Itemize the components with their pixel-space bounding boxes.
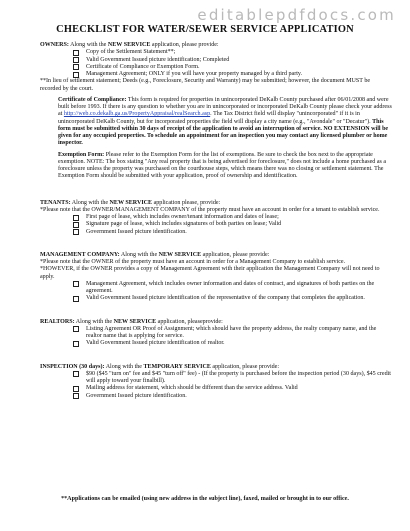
realtors-item-label: Valid Government Issued picture identification of realtor. [86,340,225,347]
owners-label: OWNERS: [40,42,69,48]
management-intro-end: application, please provide: [201,251,270,258]
exemption-form [40,152,392,181]
exemption-label: Exemption Form: [58,151,105,158]
watermark: editablepdfdocs.com [197,6,396,24]
checkbox[interactable] [73,281,79,287]
inspection-item-label: $90 ($45 "turn on" fee and $45 "turn off" fee) - (If the property is purchased before the inspection period (30 days), $45 credit will apply toward your finalbill). [86,370,391,384]
checkbox[interactable] [73,386,79,392]
owners-intro-bold: NEW SERVICE [107,42,151,48]
checkbox[interactable] [73,64,79,70]
owners-item-label: Management Agreement; ONLY if you will have your property managed by a third party. [86,71,303,77]
coc-text: This form is required for properties in unincorporated DeKalb County purchased after 06/01/2008 and were built before 1993. If there is any question to whether you are in unincorporated or incorporated DeKalb County please check your address at [58,96,392,118]
realtors-item [40,326,392,341]
owners-note: **In lieu of settlement statement; Deeds (e.g., Foreclosure, Security and Warranty) may be submitted; however, the document MUST be recorded by the court. [40,78,371,92]
management-intro [40,252,392,259]
inspection-item [40,385,392,392]
tenants-intro-end: application please, provide: [152,199,221,206]
realtors-item [40,340,392,347]
inspection-intro-text: Along with the [104,363,144,370]
checkbox[interactable] [73,371,79,377]
tenants-label: TENANTS: [40,199,71,206]
inspection-item [40,393,392,400]
inspection-intro-bold: TEMPORARY SERVICE [143,363,211,370]
management-item [40,281,392,296]
checkbox[interactable] [73,341,79,347]
tenants-item-label: Signature page of lease, which includes signatures of both parties on lease; Valid [86,221,282,228]
management-intro-text: Along with the [119,251,159,258]
owners-item-label: Copy of the Settlement Statement**; [86,49,176,56]
owners-intro-text: Along with the [68,42,108,48]
checkbox[interactable] [73,326,79,332]
coc-text-2: . The Tax District field will display "unincorporated" if it is in unincorporated DeKalb County, but for incorporated properties the field will display a city name (e.g., "Avondale" or "Decatur"). [58,111,373,125]
management-label: MANAGEMENT COMPANY: [40,251,120,258]
management-intro-bold: NEW SERVICE [158,251,202,258]
coc-label: Certificate of Compliance: [58,96,127,103]
inspection-intro-end: application, please provide: [210,363,280,370]
inspection-item-label: Government Issued picture identification. [86,392,187,399]
inspection-intro [40,364,392,371]
owners-intro-end: application, please provide: [150,42,219,48]
tenants-intro-bold: NEW SERVICE [109,199,153,206]
footer-note: **Applications can be emailed (using new address in the subject line), faxed, mailed or brought in to our office. [61,496,349,502]
realtors-item-label: Listing Agreement OR Proof of Assignment; which should have the property address, the realty company name, and the realtor name that is applying for service. [86,325,377,339]
tenants-item [40,221,392,228]
owners-item [40,49,392,56]
realtors-label: REALTORS: [40,318,75,325]
checkbox[interactable] [73,222,79,228]
page-title: CHECKLIST FOR WATER/SEWER SERVICE APPLICATION [56,24,354,35]
inspection-item [40,371,392,386]
owners-item [40,64,392,71]
tenants-intro-text: Along with the [70,199,110,206]
certificate-of-compliance [40,97,392,148]
realtors-intro [40,319,392,326]
realtors-intro-bold: NEW SERVICE [113,318,157,325]
management-item [40,295,392,302]
checkbox[interactable] [73,72,79,78]
property-appraisal-link[interactable]: http://web.co.dekalb.ga.us/PropertyAppraisal/realSearch.asp [63,111,211,118]
tenants-item [40,229,392,236]
owners-item-label: Certificate of Compliance or Exemption Form. [86,63,200,70]
checkbox[interactable] [73,393,79,399]
tenants-intro [40,200,392,207]
inspection-label: INSPECTION (30 days): [40,363,105,370]
management-note-1: *Please note that the OWNER of the property must have an account in order for a Management Company to establish service. [40,259,346,265]
tenants-item-label: First page of lease, which includes owner/tenant information and dates of lease; [86,214,279,220]
management-item-label: Management Agreement, which includes owner information and dates of contract, and signatures of both parties on the agreement. [86,280,375,294]
management-note-2: *HOWEVER, if the OWNER provides a copy of Management Agreement with their application the Management Company will not need to apply. [40,266,380,280]
realtors-intro-text: Along with the [74,318,114,325]
checkbox[interactable] [73,229,79,235]
owners-item [40,57,392,64]
realtors-intro-end: application, pleaseprovide: [156,318,223,325]
inspection-item-label: Mailing address for statement, which should be different than the service address. Valid [86,385,298,392]
tenants-item-label: Government Issued picture identification. [86,228,187,235]
checkbox[interactable] [73,50,79,56]
coc-bold: This form must be submitted within 30 days of receipt of the application to avoid an interruption of service. NO EXTENSION will be given for any occupied properties. To schedule an appointment for an inspection you may contact any licensed plumber or home inspector. [58,118,389,147]
checkbox[interactable] [73,296,79,302]
checklist-body [40,42,392,400]
management-item-label: Valid Government Issued picture identification of the representative of the company that completes the application. [86,295,365,302]
exemption-text: Please refer to the Exemption Form for the list of exemptions. Be sure to check the box next to the appropriate exemption. NOTE: The box stating "Any real property that is being advertised for foreclosure," does not include a home purchased as a foreclosure unless the property was purchased on the courthouse steps, which means there was no closing or settlement statement. The Exemption Form should be submitted with your application, proof of ownership and identification. [58,151,387,180]
checkbox[interactable] [73,215,79,221]
checkbox[interactable] [73,57,79,63]
tenants-note: *Please note that the OWNER/MANAGEMENT COMPANY of the property must have an account in order for a tenant to establish service. [40,206,380,213]
owners-item-label: Valid Government Issued picture identification; Completed [86,56,230,63]
